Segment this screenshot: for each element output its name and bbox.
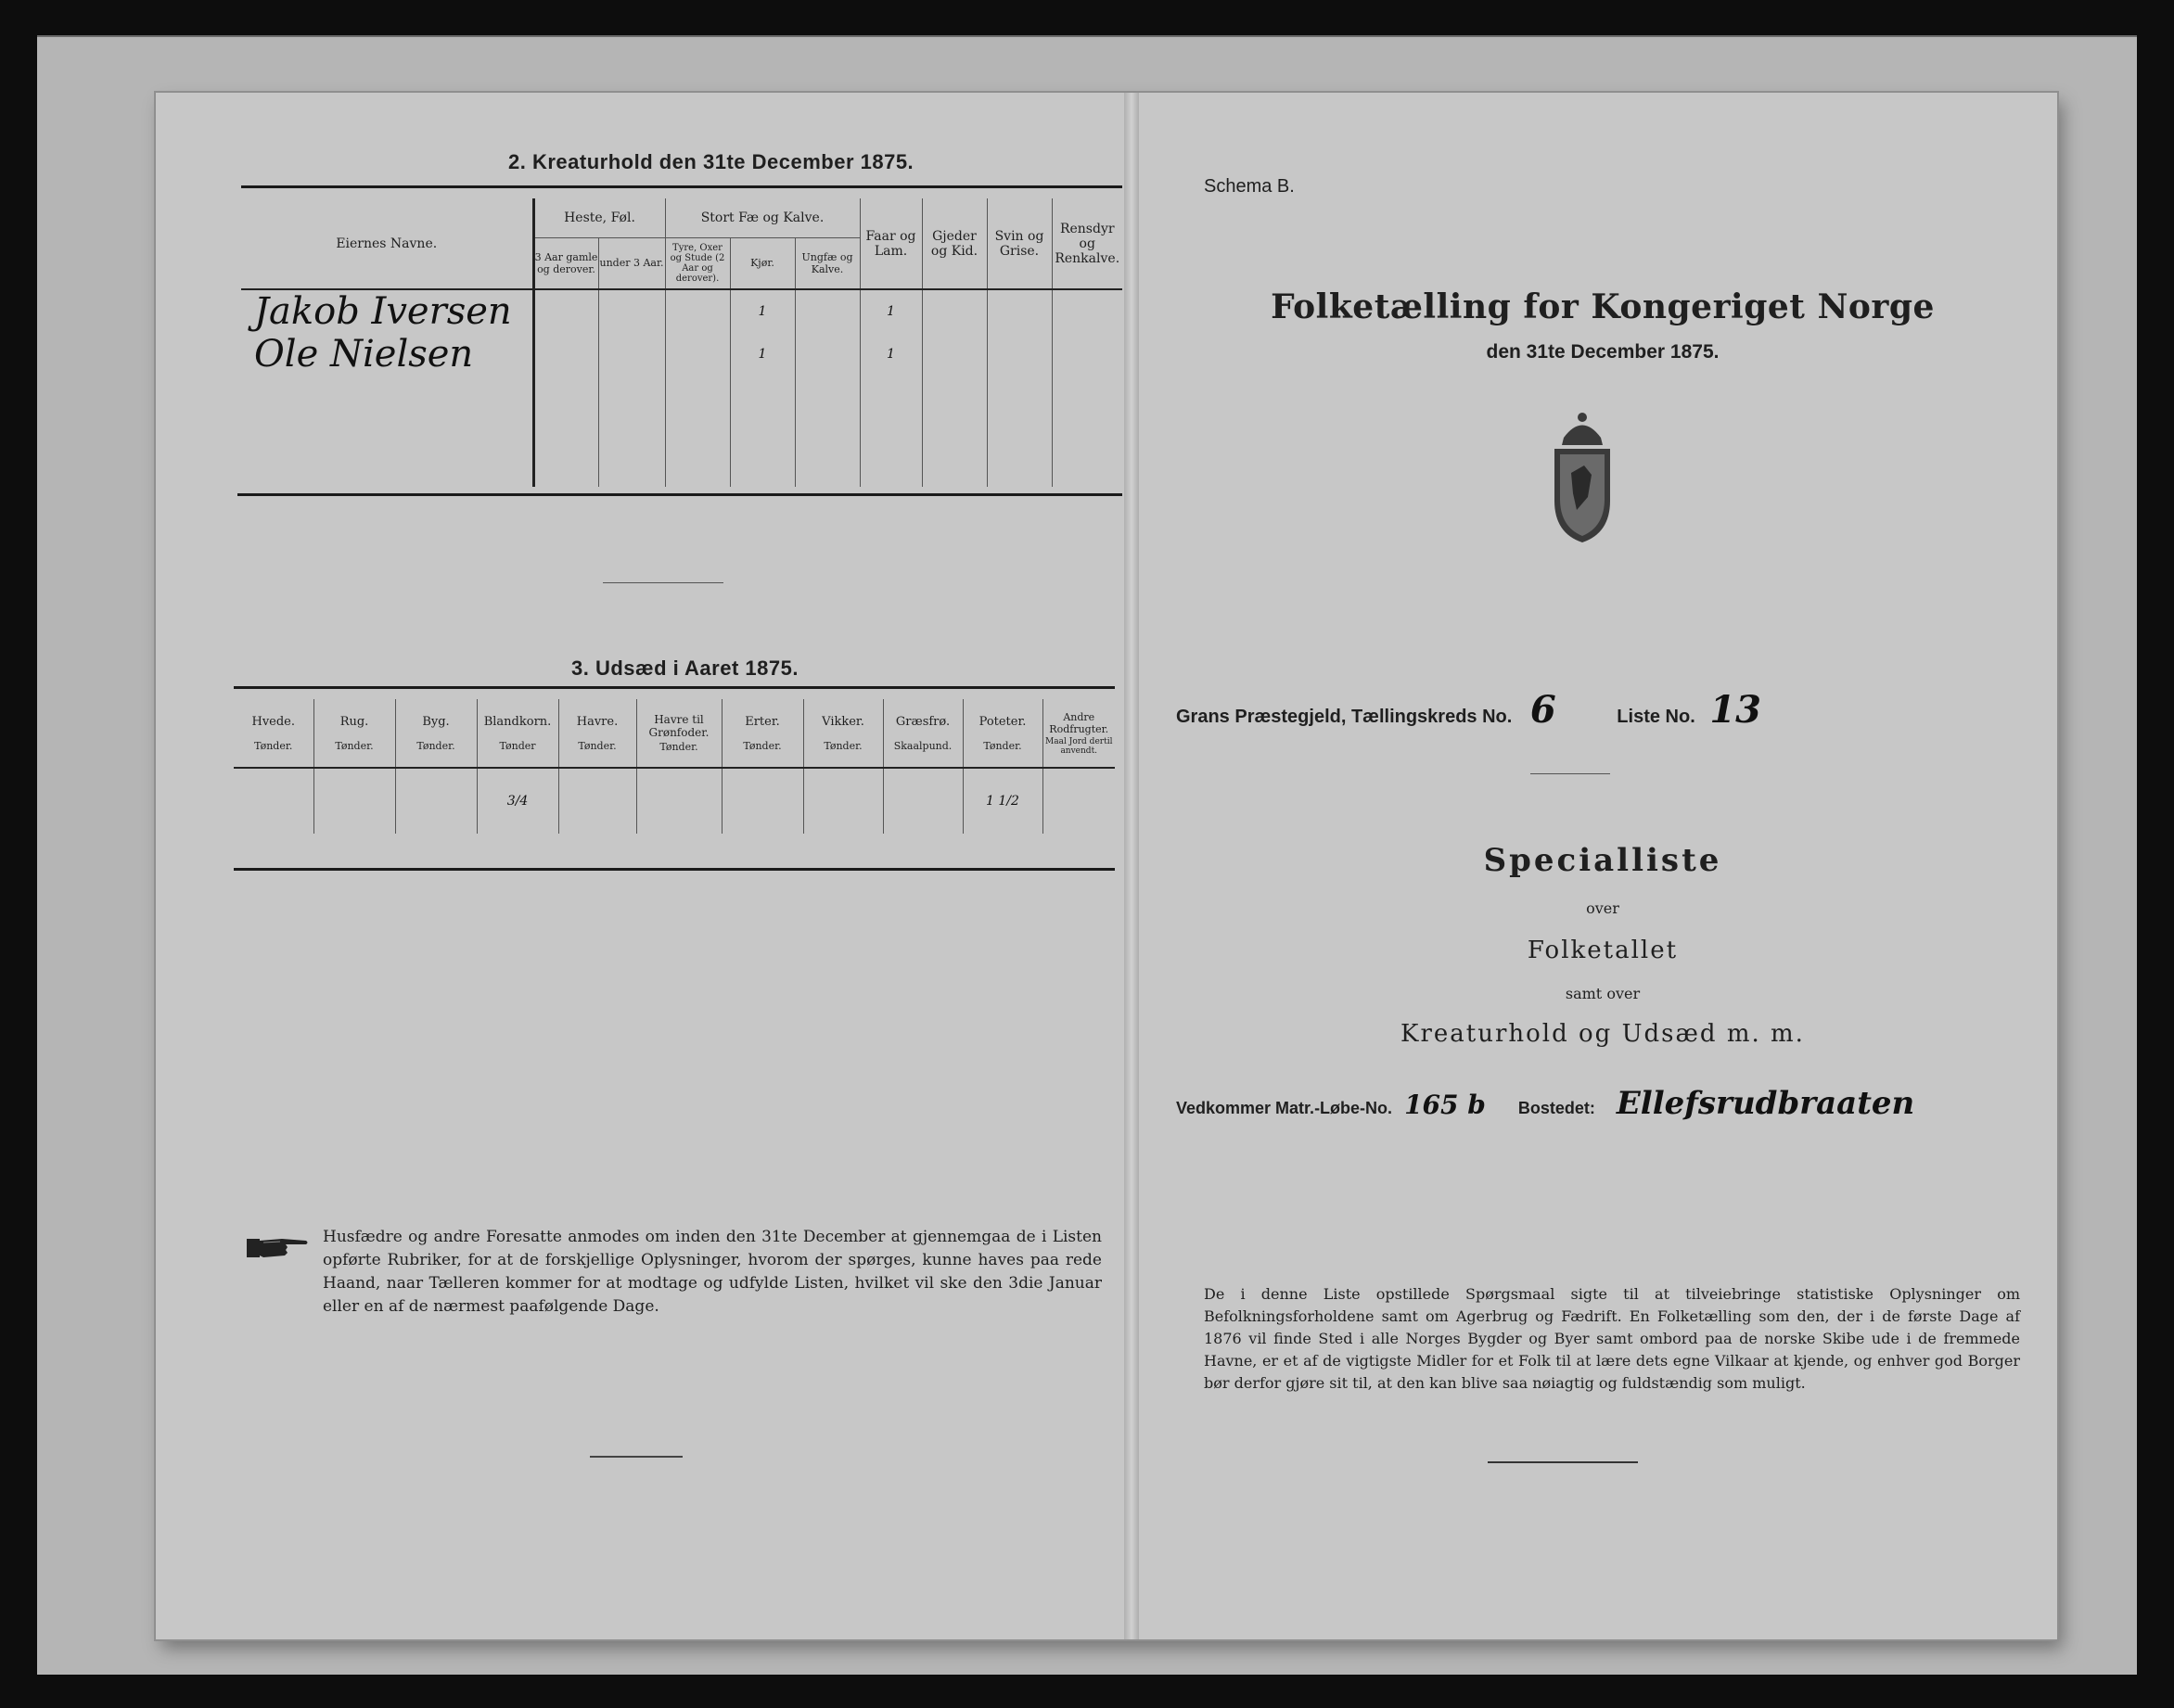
cell bbox=[533, 411, 598, 487]
matr-label: Vedkommer Matr.-Løbe-No. bbox=[1176, 1099, 1393, 1117]
seed-col-unit: Tønder. bbox=[416, 739, 455, 752]
seed-col-unit: Maal Jord dertil anvendt. bbox=[1045, 736, 1113, 756]
livestock-row bbox=[241, 333, 1122, 376]
seed-col-header bbox=[477, 699, 558, 768]
matr-line bbox=[1176, 1085, 2029, 1122]
parish-line bbox=[1176, 688, 2011, 732]
matr-number: 165 b bbox=[1404, 1090, 1486, 1120]
owner-name: Ole Nielsen bbox=[241, 333, 533, 376]
cows-count: 1 bbox=[730, 290, 795, 333]
schema-label: Schema B. bbox=[1204, 176, 1295, 197]
seed-col-unit: Tønder. bbox=[335, 739, 374, 752]
owner-name: Jakob Iversen bbox=[241, 290, 533, 333]
seed-value bbox=[558, 769, 636, 834]
horses-3plus-header: 3 Aar gamle og derover. bbox=[533, 237, 598, 289]
livestock-table bbox=[241, 198, 1122, 487]
bosted-label: Bostedet: bbox=[1517, 1099, 1595, 1117]
section2-title: 2. Kreaturhold den 31te December 1875. bbox=[508, 150, 914, 173]
cows-header: Kjør. bbox=[730, 237, 795, 289]
instructions-notice: Husfædre og andre Foresatte anmodes om inden den 31te December at gjennemgaa de i Listen opførte Rubriker, for at de forskjellige Oplysninger, hvorom der spørges, kunne haves paa rede Haand, naar Tælleren kommer for at modtage og udfylde Listen, hvilket vil ske den 3die Januar eller en af de nærmest paafølgende Dage. bbox=[323, 1228, 1102, 1316]
seed-col-header bbox=[883, 699, 963, 768]
cell bbox=[665, 333, 730, 376]
seed-col-unit: Tønder. bbox=[824, 739, 863, 752]
seed-col-name: Græsfrø. bbox=[895, 714, 951, 729]
right-page bbox=[1139, 93, 2057, 1639]
sheep-header: Faar og Lam. bbox=[860, 198, 922, 289]
cell bbox=[665, 290, 730, 333]
seed-col-unit: Tønder. bbox=[659, 741, 698, 753]
table2-bottom-rule bbox=[237, 493, 1122, 496]
cell bbox=[795, 290, 860, 333]
cell bbox=[1052, 376, 1122, 411]
document-title: Folketælling for Kongeriget Norge bbox=[1271, 287, 1935, 326]
cell bbox=[795, 333, 860, 376]
bulls-header: Tyre, Oxer og Stude (2 Aar og derover). bbox=[665, 237, 730, 289]
poteter-value: 1 1/2 bbox=[963, 769, 1042, 834]
owner-header: Eiernes Navne. bbox=[241, 198, 533, 289]
seed-col-name: Hvede. bbox=[251, 714, 296, 729]
cows-count: 1 bbox=[730, 333, 795, 376]
cell bbox=[1052, 290, 1122, 333]
cell bbox=[598, 333, 665, 376]
livestock-row bbox=[241, 411, 1122, 487]
kreaturhold-heading: Kreaturhold og Udsæd m. m. bbox=[1400, 1020, 1805, 1048]
seed-col-header bbox=[636, 699, 722, 768]
seed-col-unit: Skaalpund. bbox=[893, 739, 953, 752]
owner-name bbox=[241, 411, 533, 487]
seed-col-name: Havre. bbox=[576, 714, 619, 729]
owner-name bbox=[241, 376, 533, 411]
seed-col-name: Poteter. bbox=[978, 714, 1027, 729]
seed-col-header bbox=[722, 699, 803, 768]
horses-header: Heste, Føl. bbox=[533, 198, 665, 237]
seed-col-unit: Tønder bbox=[499, 739, 536, 752]
seed-col-name: Rug. bbox=[339, 714, 369, 729]
cell bbox=[922, 333, 987, 376]
horses-under3-header: under 3 Aar. bbox=[598, 237, 665, 289]
seed-col-header bbox=[558, 699, 636, 768]
seed-value bbox=[883, 769, 963, 834]
cell bbox=[987, 411, 1052, 487]
cell bbox=[598, 290, 665, 333]
cell bbox=[795, 411, 860, 487]
cell bbox=[795, 376, 860, 411]
seed-col-header bbox=[1042, 699, 1115, 768]
left-page bbox=[156, 93, 1124, 1639]
cell bbox=[665, 376, 730, 411]
bleed-through-text bbox=[230, 519, 416, 872]
cell bbox=[533, 376, 598, 411]
cell bbox=[987, 376, 1052, 411]
seed-col-unit: Tønder. bbox=[743, 739, 782, 752]
cell bbox=[987, 290, 1052, 333]
cattle-header: Stort Fæ og Kalve. bbox=[665, 198, 860, 237]
seed-col-name: Erter. bbox=[745, 714, 780, 729]
cell bbox=[922, 376, 987, 411]
cell bbox=[860, 411, 922, 487]
page-spine bbox=[1124, 93, 1139, 1639]
livestock-row bbox=[241, 290, 1122, 333]
document-date: den 31te December 1875. bbox=[1486, 341, 1720, 363]
divider bbox=[590, 1456, 683, 1458]
folketallet-heading: Folketallet bbox=[1527, 937, 1679, 964]
seed-col-name: Blandkorn. bbox=[483, 714, 552, 729]
seed-value bbox=[722, 769, 803, 834]
samt-over-text: samt over bbox=[1565, 985, 1641, 1002]
cell bbox=[1052, 411, 1122, 487]
seed-col-unit: Tønder. bbox=[983, 739, 1022, 752]
cell bbox=[922, 290, 987, 333]
cell bbox=[922, 411, 987, 487]
seed-col-name: Andre Rodfrugter. bbox=[1049, 710, 1109, 735]
section3-title: 3. Udsæd i Aaret 1875. bbox=[571, 656, 799, 680]
divider bbox=[1488, 1461, 1638, 1463]
seed-value bbox=[636, 769, 722, 834]
pigs-header: Svin og Grise. bbox=[987, 198, 1052, 289]
seed-value bbox=[803, 769, 883, 834]
cell bbox=[598, 376, 665, 411]
table2-top-rule bbox=[241, 185, 1122, 188]
cell bbox=[598, 411, 665, 487]
young-cattle-header: Ungfæ og Kalve. bbox=[795, 237, 860, 289]
cell bbox=[1052, 333, 1122, 376]
seed-col-unit: Tønder. bbox=[254, 739, 293, 752]
livestock-row bbox=[241, 376, 1122, 411]
divider bbox=[603, 582, 723, 583]
district-number: 6 bbox=[1529, 688, 1556, 732]
cell bbox=[533, 290, 598, 333]
goats-header: Gjeder og Kid. bbox=[922, 198, 987, 289]
seed-col-header bbox=[803, 699, 883, 768]
divider bbox=[1530, 773, 1610, 774]
cell bbox=[730, 376, 795, 411]
specialliste-heading: Specialliste bbox=[1483, 842, 1722, 879]
list-number: 13 bbox=[1709, 688, 1761, 732]
seed-value bbox=[1042, 769, 1115, 834]
seed-col-unit: Tønder. bbox=[578, 739, 617, 752]
cell bbox=[665, 411, 730, 487]
reindeer-header: Rensdyr og Renkalve. bbox=[1055, 221, 1120, 266]
cell bbox=[987, 333, 1052, 376]
sheep-count: 1 bbox=[860, 333, 922, 376]
blandkorn-value: 3/4 bbox=[477, 769, 558, 834]
sheep-count: 1 bbox=[860, 290, 922, 333]
footer-notice: De i denne Liste opstillede Spørgsmaal sigte til at tilveiebringe statistiske Oplysninger om Befolkningsforholdene samt om Agerbrug og Fædrift. En Folketælling som den, der i de første Dage af 1876 vil finde Sted i alle Norges Bygder og Byer samt ombord paa de norske Skibe ude i de fremmede Havne, er et af de vigtigste Midler for et Folk til at lære dets egne Vilkaar at kjende, og enhver god Borger bør derfor gjøre sit til, at den kan blive saa nøiagtig og fuldstændig som muligt. bbox=[1204, 1285, 2020, 1392]
coat-of-arms-icon bbox=[1536, 408, 1629, 547]
seed-col-name: Byg. bbox=[422, 714, 450, 729]
over-text: over bbox=[1586, 899, 1619, 917]
cell bbox=[860, 376, 922, 411]
cell bbox=[730, 411, 795, 487]
bosted-value: Ellefsrudbraaten bbox=[1616, 1085, 1915, 1122]
seed-col-name: Vikker. bbox=[822, 714, 864, 729]
parish-label: Grans Præstegjeld, Tællingskreds No. bbox=[1176, 707, 1513, 727]
seed-col-name: Havre til Grønfoder. bbox=[648, 713, 710, 739]
list-label: Liste No. bbox=[1617, 707, 1695, 727]
seed-col-header bbox=[963, 699, 1042, 768]
cell bbox=[533, 333, 598, 376]
pointing-hand-icon bbox=[245, 1230, 310, 1263]
